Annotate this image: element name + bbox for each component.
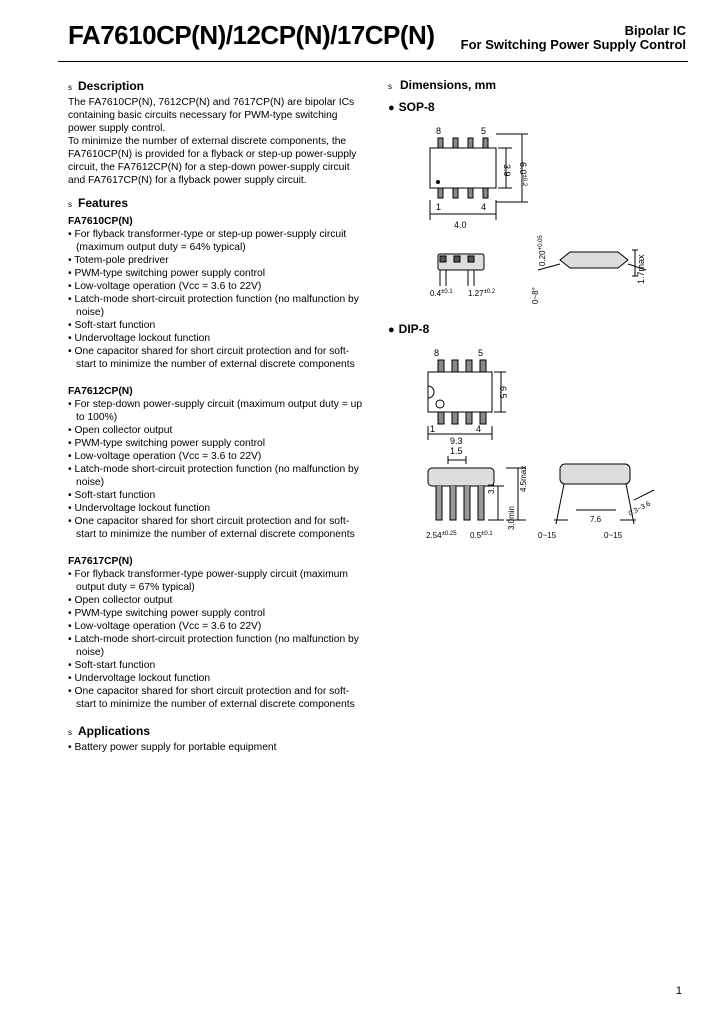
list-item: • Low-voltage operation (Vcc = 3.6 to 22V) <box>68 450 368 463</box>
features-heading: s Features <box>68 196 129 210</box>
feature-group-title: FA7612CP(N) <box>68 386 133 397</box>
sop8-side-view <box>438 254 484 286</box>
sop8-total-height-label: $6.0^{\pm 0.2}$ <box>518 162 528 187</box>
feature-list-fa7612 <box>68 398 368 541</box>
dip8-angle-left-label: 0~15 <box>538 531 557 540</box>
list-item: • Latch-mode short-circuit protection function (no malfunction by noise) <box>68 293 368 319</box>
bullet-dot-icon: ● <box>388 324 395 336</box>
dip8-end-view <box>554 464 654 524</box>
dip8-pitch-label: $2.54^{\pm 0.25}$ <box>426 531 457 540</box>
description-paragraph-1: The FA7610CP(N), 7612CP(N) and 7617CP(N) are bipolar ICs containing basic circuits necessary for PWM-type switching power supply control. <box>68 97 355 134</box>
sop8-pin1-label: 1 <box>436 202 442 212</box>
list-item: • PWM-type switching power supply control <box>68 437 368 450</box>
description-paragraph-2: To minimize the number of external discrete components, the FA7610CP(N) is provided for a flyback or step-up power-supply circuit, the FA7612CP(N) for a step-down power-supply circuit and FA7617CP(N) for a flyback power supply circuit. <box>68 136 357 186</box>
section-bullet: s <box>68 728 72 737</box>
section-bullet: s <box>68 200 72 209</box>
description-heading: s Description <box>68 79 145 93</box>
list-item: • Undervoltage lockout function <box>68 502 368 515</box>
list-item: • Soft-start function <box>68 489 368 502</box>
dip8-seat-min-label: 3.0min <box>507 505 516 530</box>
page-number: 1 <box>675 985 682 997</box>
list-item: • One capacitor shared for short circuit protection and for soft-start to minimize the number of external discrete components <box>68 685 368 711</box>
list-item: • Battery power supply for portable equipment <box>68 741 368 754</box>
list-item: • Soft-start function <box>68 319 368 332</box>
feature-group-title: FA7610CP(N) <box>68 216 133 227</box>
dip8-row-spacing-label: 7.6 <box>590 515 602 524</box>
dip8-thickness-range-label: 0.3~3.6 <box>627 500 652 518</box>
list-item: • Latch-mode short-circuit protection function (no malfunction by noise) <box>68 633 368 659</box>
sop8-pin4-label: 4 <box>481 202 487 212</box>
dip8-lead-width-label: $0.5^{\pm 0.1}$ <box>470 531 493 540</box>
dip8-height-max-label: 4.5max <box>519 465 528 492</box>
section-bullet: s <box>388 82 392 91</box>
applications-heading: s Applications <box>68 724 151 738</box>
dip8-width-label: 6.5 <box>498 386 508 399</box>
list-item: • Latch-mode short-circuit protection function (no malfunction by noise) <box>68 463 368 489</box>
list-item: • Low-voltage operation (Vcc = 3.6 to 22V) <box>68 620 368 633</box>
header-right <box>461 24 686 52</box>
list-item: • Soft-start function <box>68 659 368 672</box>
bullet-dot-icon: ● <box>388 102 395 114</box>
dip8-pin1-label: 1 <box>430 424 436 434</box>
dip8-pin4-label: 4 <box>476 424 482 434</box>
dip8-pin8-label: 8 <box>434 348 440 358</box>
list-item: • Undervoltage lockout function <box>68 672 368 685</box>
list-item: • For step-down power-supply circuit (maximum output duty = up to 100%) <box>68 398 368 424</box>
sop8-drawing <box>388 124 698 324</box>
applications-list <box>68 741 368 754</box>
sop8-body-height-label: 3.9 <box>502 164 512 177</box>
list-item: • Open collector output <box>68 424 368 437</box>
sop8-pitch-label: $1.27^{\pm 0.2}$ <box>468 289 496 298</box>
sop8-width-label: 4.0 <box>454 220 467 230</box>
list-item: • For flyback transformer-type or step-up power-supply circuit (maximum output duty = 64% typical) <box>68 228 368 254</box>
list-item: • Undervoltage lockout function <box>68 332 368 345</box>
sop8-thickness-label: $0.20^{+0.05}$ <box>538 235 547 266</box>
dimensions-heading: s Dimensions, mm <box>388 78 497 92</box>
left-column <box>68 78 368 754</box>
list-item: • One capacitor shared for short circuit protection and for soft-start to minimize the number of external discrete components <box>68 515 368 541</box>
sop8-height-max-label: 1.7max <box>636 254 646 284</box>
header-rule <box>58 61 688 62</box>
list-item: • One capacitor shared for short circuit protection and for soft-start to minimize the number of external discrete components <box>68 345 368 371</box>
dip8-drawing <box>388 344 698 544</box>
dip8-pitch-top-label: 1.5 <box>450 446 463 456</box>
list-item: • For flyback transformer-type power-supply circuit (maximum output duty = 67% typical) <box>68 568 368 594</box>
list-item: • Open collector output <box>68 594 368 607</box>
ic-subtitle: For Switching Power Supply Control <box>460 37 686 52</box>
dip8-angle-right-label: 0~15 <box>604 531 623 540</box>
feature-list-fa7610 <box>68 228 368 371</box>
section-bullet: s <box>68 83 72 92</box>
sop8-angle-label: 0~8° <box>531 287 540 304</box>
sop8-top-view <box>430 134 528 220</box>
dip8-pin5-label: 5 <box>478 348 484 358</box>
sop8-lead-width-label: $0.4^{\pm 0.1}$ <box>430 289 453 298</box>
list-item: • Low-voltage operation (Vcc = 3.6 to 22V) <box>68 280 368 293</box>
sop8-pin5-label: 5 <box>481 126 487 136</box>
list-item: • PWM-type switching power supply control <box>68 267 368 280</box>
sop8-end-view <box>538 250 646 276</box>
sop8-heading: ● SOP-8 <box>388 100 435 114</box>
dip8-length-label: 9.3 <box>450 436 463 446</box>
sop8-pin8-label: 8 <box>436 126 442 136</box>
dip8-lead-len-label: 3.1 <box>487 482 496 494</box>
feature-group-title: FA7617CP(N) <box>68 556 133 567</box>
list-item: • Totem-pole predriver <box>68 254 368 267</box>
feature-list-fa7617 <box>68 568 368 711</box>
ic-category: Bipolar IC <box>624 23 686 38</box>
list-item: • PWM-type switching power supply control <box>68 607 368 620</box>
dip8-heading: ● DIP-8 <box>388 322 430 336</box>
document-title: FA7610CP(N)/12CP(N)/17CP(N) <box>68 20 435 50</box>
dip8-top-view <box>428 360 506 440</box>
